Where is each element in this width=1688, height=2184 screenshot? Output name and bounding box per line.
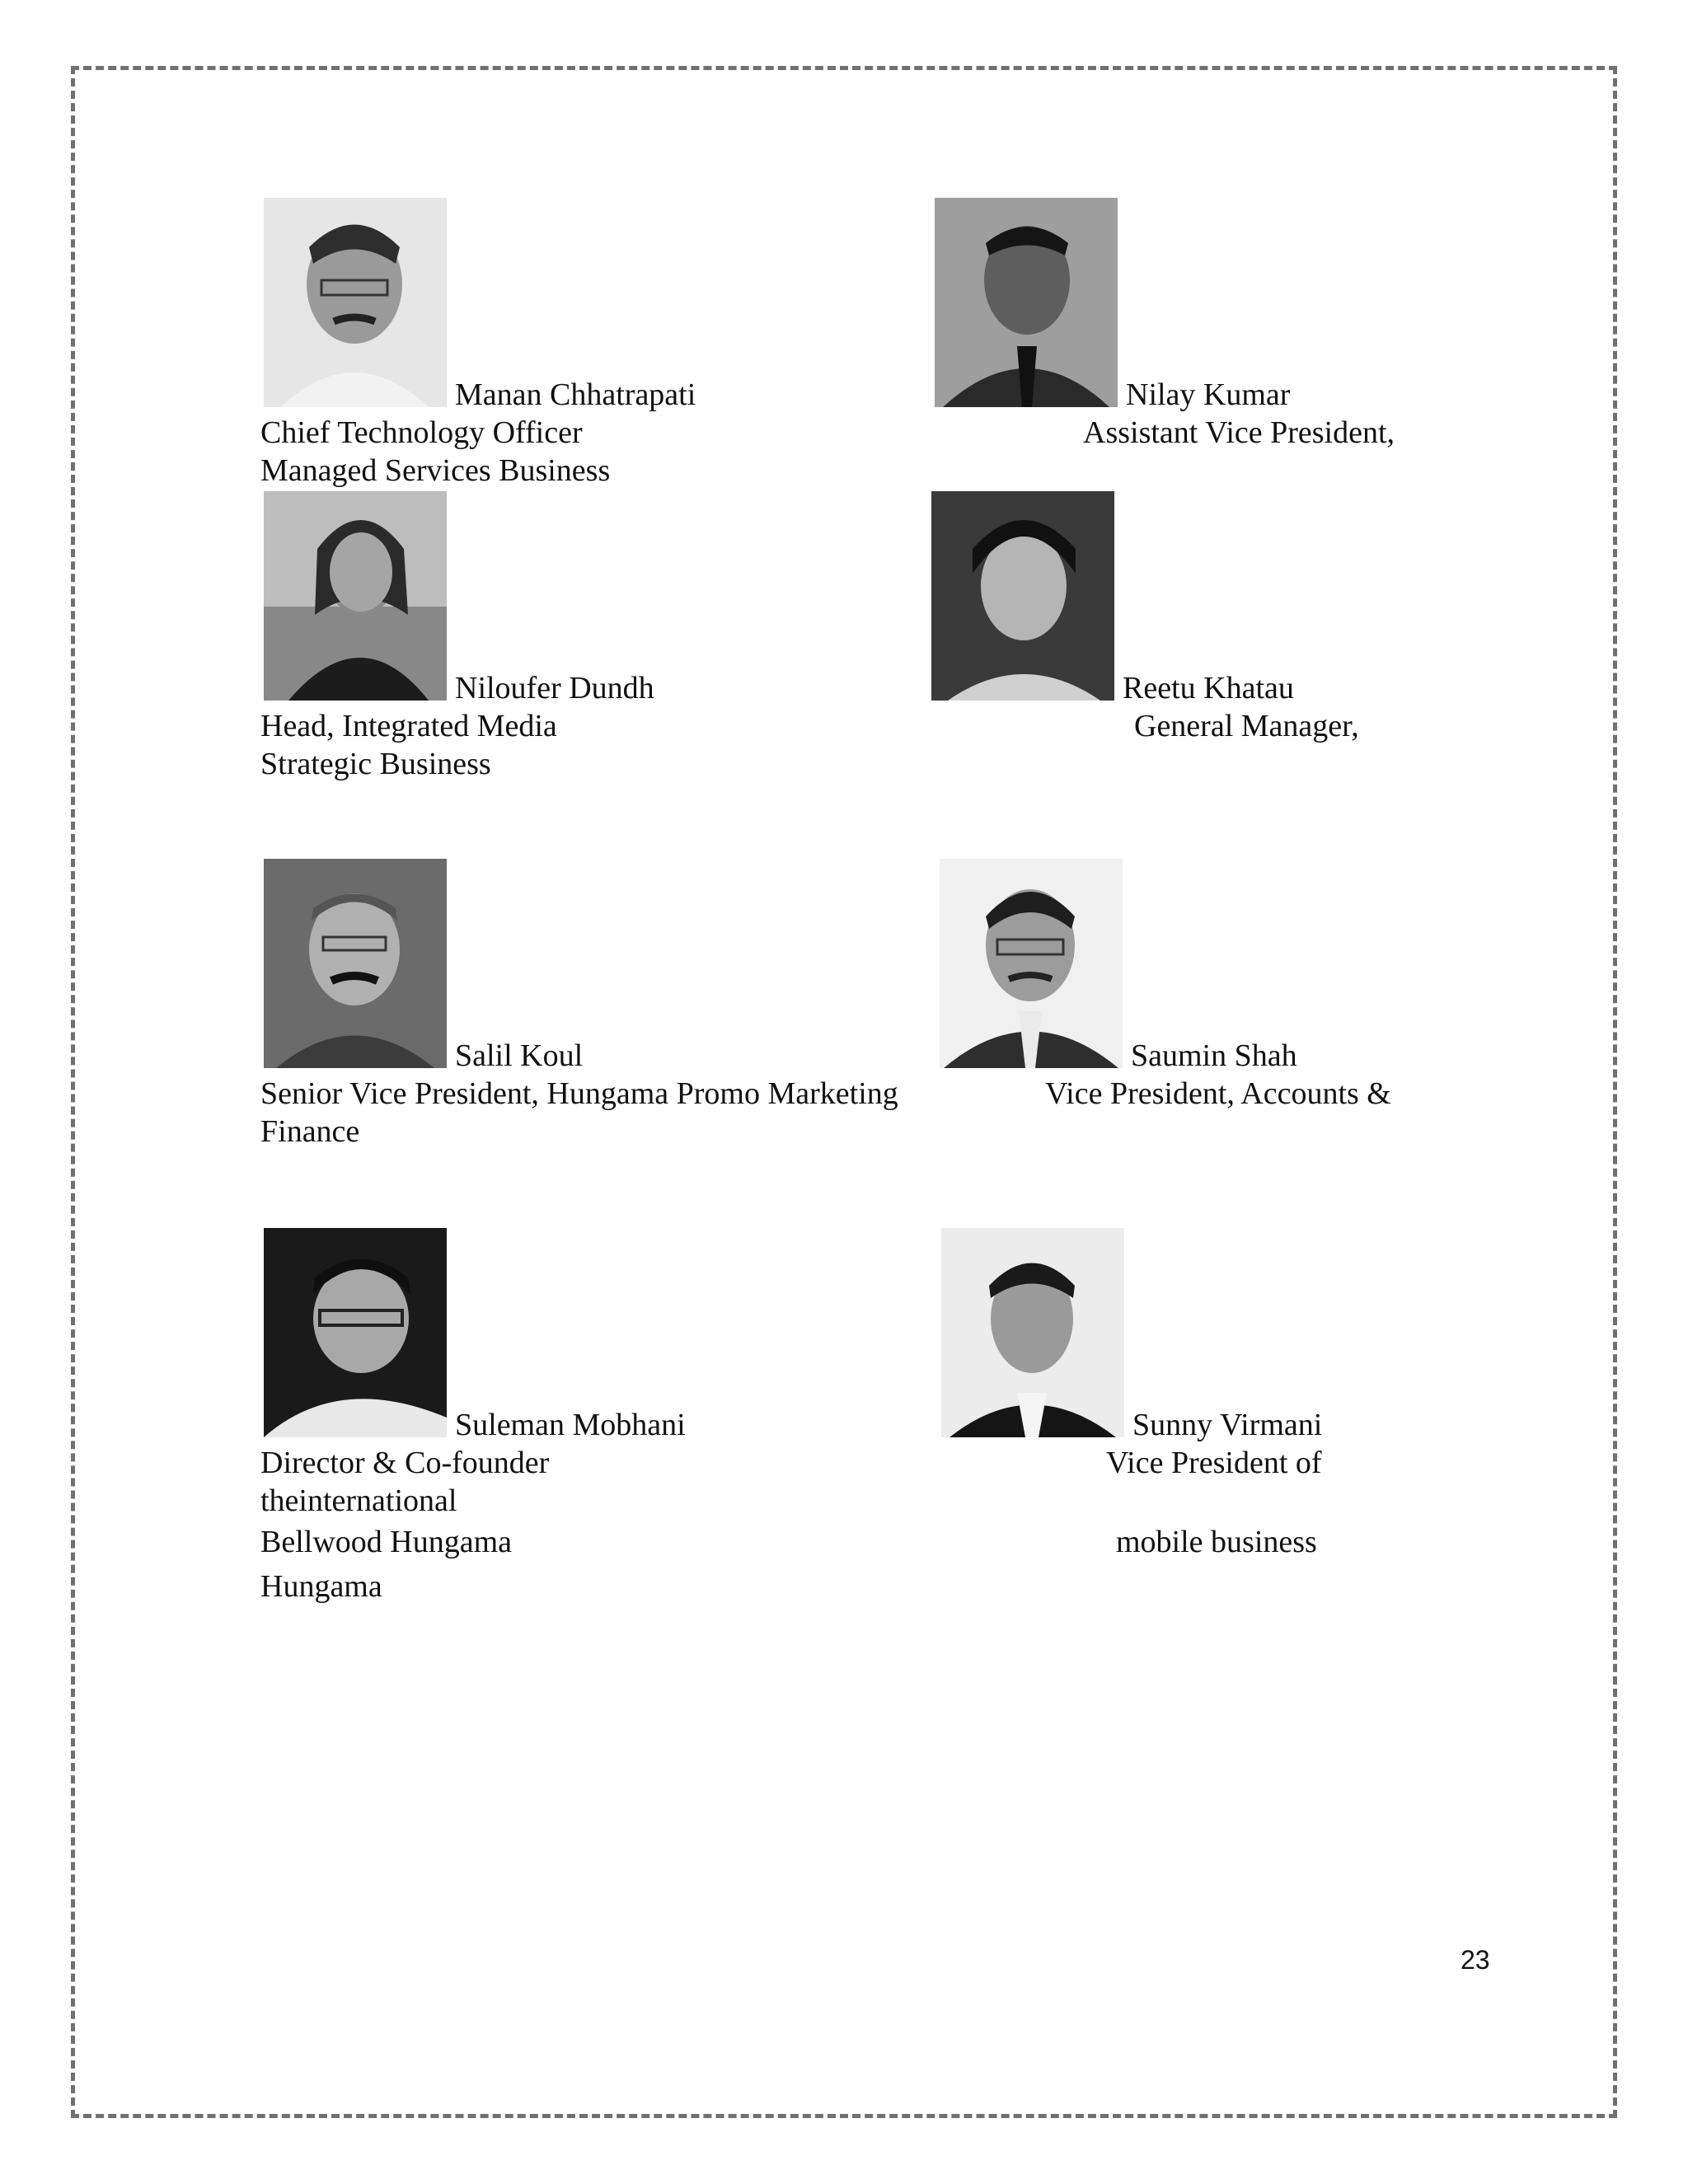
- name-niloufer-dundh: Niloufer Dundh: [455, 671, 654, 705]
- title-suleman-mobhani-line4: Hungama: [260, 1569, 382, 1604]
- name-saumin-shah: Saumin Shah: [1131, 1038, 1297, 1073]
- photo-sunny-virmani: [941, 1228, 1124, 1437]
- title-suleman-mobhani-line3: Bellwood Hungama: [260, 1525, 513, 1559]
- title-suleman-mobhani-line2: theinternational: [260, 1483, 457, 1518]
- title-salil-koul-line1: Senior Vice President, Hungama Promo Marketing: [260, 1076, 898, 1111]
- photo-niloufer-dundh: [264, 491, 447, 701]
- title-saumin-shah-line1: Vice President, Accounts &: [1045, 1076, 1391, 1111]
- title-nilay-kumar-line1: Assistant Vice President,: [1083, 415, 1395, 450]
- title-niloufer-dundh-line2: Strategic Business: [260, 747, 491, 781]
- photo-reetu-khatau: [931, 491, 1114, 701]
- photo-manan-chhatrapati: [264, 198, 447, 407]
- title-manan-chhatrapati-line1: Chief Technology Officer: [260, 415, 583, 450]
- photo-nilay-kumar: [935, 198, 1118, 407]
- name-sunny-virmani: Sunny Virmani: [1132, 1408, 1323, 1442]
- name-nilay-kumar: Nilay Kumar: [1126, 377, 1291, 412]
- photo-saumin-shah: [940, 859, 1123, 1068]
- title-sunny-virmani-line1: Vice President of: [1106, 1446, 1322, 1480]
- title-manan-chhatrapati-line2: Managed Services Business: [260, 453, 611, 488]
- title-suleman-mobhani-line1: Director & Co-founder: [260, 1446, 550, 1480]
- name-salil-koul: Salil Koul: [455, 1038, 584, 1073]
- title-reetu-khatau-line1: General Manager,: [1134, 709, 1359, 743]
- name-reetu-khatau: Reetu Khatau: [1123, 671, 1294, 705]
- title-sunny-virmani-line2: mobile business: [1116, 1525, 1317, 1559]
- photo-suleman-mobhani: [264, 1228, 447, 1437]
- name-manan-chhatrapati: Manan Chhatrapati: [455, 377, 696, 412]
- page-number: 23: [1461, 1945, 1490, 1975]
- name-suleman-mobhani: Suleman Mobhani: [455, 1408, 686, 1442]
- photo-salil-koul: [264, 859, 447, 1068]
- title-salil-koul-line2: Finance: [260, 1114, 360, 1149]
- title-niloufer-dundh-line1: Head, Integrated Media: [260, 709, 557, 743]
